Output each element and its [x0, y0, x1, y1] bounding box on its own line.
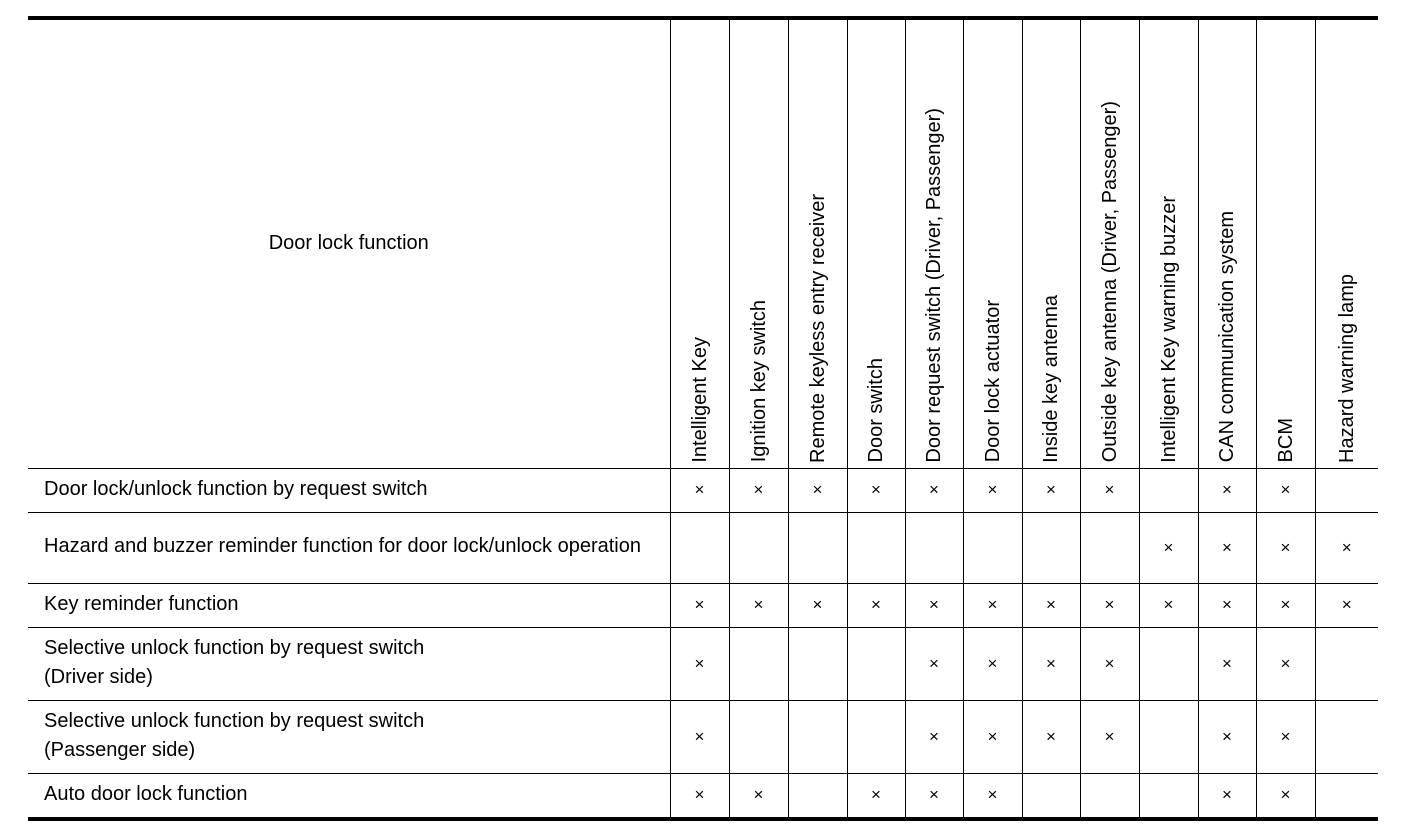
mark-cell-checked: [1022, 583, 1080, 627]
cross-mark-icon: ×: [1341, 537, 1352, 557]
cross-mark-icon: ×: [987, 595, 998, 614]
mark-cell-empty: [847, 700, 905, 773]
cross-mark-icon: ×: [871, 480, 881, 499]
cross-mark-icon: ×: [987, 653, 998, 673]
cross-mark-icon: ×: [1163, 537, 1174, 557]
mark-cell-checked: [1139, 583, 1198, 627]
mark-cell-checked: [847, 583, 905, 627]
cross-mark-icon: ×: [694, 653, 705, 673]
header-row: [28, 18, 1378, 468]
table-row: [28, 700, 1378, 773]
row-label: Key reminder function: [28, 583, 670, 627]
mark-cell-checked: [1198, 512, 1256, 583]
mark-cell-empty: [729, 627, 788, 700]
row-label: Selective unlock function by request switch (Passenger side): [28, 700, 670, 773]
column-header: [1080, 18, 1139, 468]
mark-cell-checked: [847, 468, 905, 512]
mark-cell-empty: [1139, 773, 1198, 819]
mark-cell-empty: [788, 627, 847, 700]
column-header: [963, 18, 1022, 468]
mark-cell-checked: [1139, 512, 1198, 583]
mark-cell-checked: [1198, 583, 1256, 627]
mark-cell-checked: [1022, 627, 1080, 700]
table-row: [28, 627, 1378, 700]
column-header-label: Door switch: [865, 358, 887, 463]
cross-mark-icon: ×: [929, 653, 939, 673]
cross-mark-icon: ×: [753, 595, 764, 614]
cross-mark-icon: ×: [1046, 653, 1056, 673]
cross-mark-icon: ×: [694, 726, 705, 746]
corner-header: Door lock function: [28, 18, 670, 468]
mark-cell-empty: [1080, 512, 1139, 583]
cross-mark-icon: ×: [753, 480, 764, 499]
cross-mark-icon: ×: [1341, 595, 1352, 614]
mark-cell-checked: [1080, 468, 1139, 512]
mark-cell-empty: [1022, 512, 1080, 583]
cross-mark-icon: ×: [812, 595, 823, 614]
mark-cell-checked: [847, 773, 905, 819]
mark-cell-empty: [1315, 773, 1378, 819]
mark-cell-checked: [963, 583, 1022, 627]
mark-cell-empty: [788, 700, 847, 773]
column-header: [905, 18, 963, 468]
mark-cell-empty: [1139, 627, 1198, 700]
cross-mark-icon: ×: [1222, 595, 1232, 614]
mark-cell-empty: [963, 512, 1022, 583]
row-label: Selective unlock function by request switch (Driver side): [28, 627, 670, 700]
cross-mark-icon: ×: [1163, 595, 1174, 614]
mark-cell-checked: [1256, 468, 1315, 512]
mark-cell-checked: [1022, 468, 1080, 512]
mark-cell-checked: [1256, 700, 1315, 773]
mark-cell-checked: [1256, 512, 1315, 583]
mark-cell-empty: [1022, 773, 1080, 819]
mark-cell-empty: [670, 512, 729, 583]
cross-mark-icon: ×: [987, 726, 998, 746]
table-body: [28, 468, 1378, 819]
cross-mark-icon: ×: [694, 785, 705, 804]
row-label: Auto door lock function: [28, 773, 670, 819]
column-header: [1139, 18, 1198, 468]
door-lock-function-table: [28, 16, 1378, 821]
column-header-label: Remote keyless entry receiver: [806, 193, 829, 463]
column-header: [1198, 18, 1256, 468]
cross-mark-icon: ×: [929, 595, 939, 614]
mark-cell-checked: [1198, 627, 1256, 700]
cross-mark-icon: ×: [929, 726, 939, 746]
column-header-label: Door request switch (Driver, Passenger): [923, 107, 945, 463]
cross-mark-icon: ×: [1104, 595, 1115, 614]
cross-mark-icon: ×: [1222, 785, 1232, 804]
table-row: [28, 583, 1378, 627]
mark-cell-checked: [905, 468, 963, 512]
table-row: [28, 512, 1378, 583]
cross-mark-icon: ×: [929, 785, 939, 804]
column-header-label: Intelligent Key: [688, 336, 711, 463]
mark-cell-checked: [729, 583, 788, 627]
column-header-label: BCM: [1274, 418, 1297, 463]
cross-mark-icon: ×: [1046, 595, 1056, 614]
cross-mark-icon: ×: [753, 785, 764, 804]
cross-mark-icon: ×: [1222, 653, 1232, 673]
cross-mark-icon: ×: [1104, 726, 1115, 746]
mark-cell-checked: [788, 468, 847, 512]
cross-mark-icon: ×: [1280, 595, 1291, 614]
column-header: [847, 18, 905, 468]
mark-cell-empty: [1139, 700, 1198, 773]
mark-cell-checked: [1080, 583, 1139, 627]
mark-cell-empty: [788, 773, 847, 819]
column-header-label: Outside key antenna (Driver, Passenger): [1098, 101, 1121, 463]
cross-mark-icon: ×: [987, 480, 998, 499]
cross-mark-icon: ×: [694, 480, 705, 499]
mark-cell-checked: [905, 583, 963, 627]
mark-cell-checked: [963, 627, 1022, 700]
table-header: [28, 18, 1378, 468]
mark-cell-empty: [1139, 468, 1198, 512]
mark-cell-checked: [670, 627, 729, 700]
column-header-label: CAN communication system: [1216, 211, 1238, 463]
table-row: [28, 468, 1378, 512]
mark-cell-checked: [1080, 627, 1139, 700]
table-row: [28, 773, 1378, 819]
mark-cell-checked: [905, 627, 963, 700]
column-header: [1256, 18, 1315, 468]
mark-cell-empty: [847, 627, 905, 700]
mark-cell-checked: [963, 773, 1022, 819]
column-header: [788, 18, 847, 468]
cross-mark-icon: ×: [694, 595, 705, 614]
mark-cell-checked: [963, 468, 1022, 512]
mark-cell-checked: [1315, 512, 1378, 583]
mark-cell-checked: [905, 700, 963, 773]
cross-mark-icon: ×: [1280, 653, 1291, 673]
column-header: [670, 18, 729, 468]
mark-cell-checked: [963, 700, 1022, 773]
mark-cell-empty: [1315, 700, 1378, 773]
cross-mark-icon: ×: [1222, 726, 1232, 746]
mark-cell-checked: [1080, 700, 1139, 773]
mark-cell-checked: [670, 773, 729, 819]
mark-cell-checked: [729, 468, 788, 512]
column-header: [1022, 18, 1080, 468]
mark-cell-checked: [1198, 773, 1256, 819]
column-header-label: Ignition key switch: [747, 300, 770, 463]
mark-cell-empty: [1315, 468, 1378, 512]
cross-mark-icon: ×: [929, 480, 939, 499]
cross-mark-icon: ×: [1280, 480, 1291, 499]
cross-mark-icon: ×: [812, 480, 823, 499]
cross-mark-icon: ×: [1222, 480, 1232, 499]
mark-cell-checked: [670, 468, 729, 512]
mark-cell-empty: [729, 700, 788, 773]
mark-cell-checked: [1198, 468, 1256, 512]
column-header-label: Inside key antenna: [1040, 294, 1062, 463]
cross-mark-icon: ×: [1046, 480, 1056, 499]
mark-cell-checked: [905, 773, 963, 819]
cross-mark-icon: ×: [1280, 537, 1291, 557]
cross-mark-icon: ×: [1046, 726, 1056, 746]
mark-cell-checked: [670, 583, 729, 627]
cross-mark-icon: ×: [871, 595, 881, 614]
cross-mark-icon: ×: [871, 785, 881, 804]
cross-mark-icon: ×: [1280, 726, 1291, 746]
mark-cell-checked: [1256, 627, 1315, 700]
mark-cell-empty: [788, 512, 847, 583]
cross-mark-icon: ×: [987, 785, 998, 804]
mark-cell-empty: [1080, 773, 1139, 819]
row-label: Door lock/unlock function by request switch: [28, 468, 670, 512]
mark-cell-checked: [1256, 583, 1315, 627]
column-header-label: Door lock actuator: [981, 300, 1004, 463]
cross-mark-icon: ×: [1280, 785, 1291, 804]
cross-mark-icon: ×: [1104, 653, 1115, 673]
mark-cell-checked: [1315, 583, 1378, 627]
mark-cell-empty: [729, 512, 788, 583]
mark-cell-checked: [1256, 773, 1315, 819]
column-header-label: Intelligent Key warning buzzer: [1157, 195, 1180, 463]
mark-cell-checked: [1198, 700, 1256, 773]
cross-mark-icon: ×: [1104, 480, 1115, 499]
mark-cell-checked: [788, 583, 847, 627]
column-header: [1315, 18, 1378, 468]
cross-mark-icon: ×: [1222, 537, 1232, 557]
mark-cell-checked: [1022, 700, 1080, 773]
mark-cell-empty: [905, 512, 963, 583]
mark-cell-empty: [1315, 627, 1378, 700]
column-header: [729, 18, 788, 468]
row-label: Hazard and buzzer reminder function for door lock/unlock operation: [28, 512, 670, 583]
mark-cell-empty: [847, 512, 905, 583]
column-header-label: Hazard warning lamp: [1335, 273, 1358, 463]
mark-cell-checked: [670, 700, 729, 773]
mark-cell-checked: [729, 773, 788, 819]
